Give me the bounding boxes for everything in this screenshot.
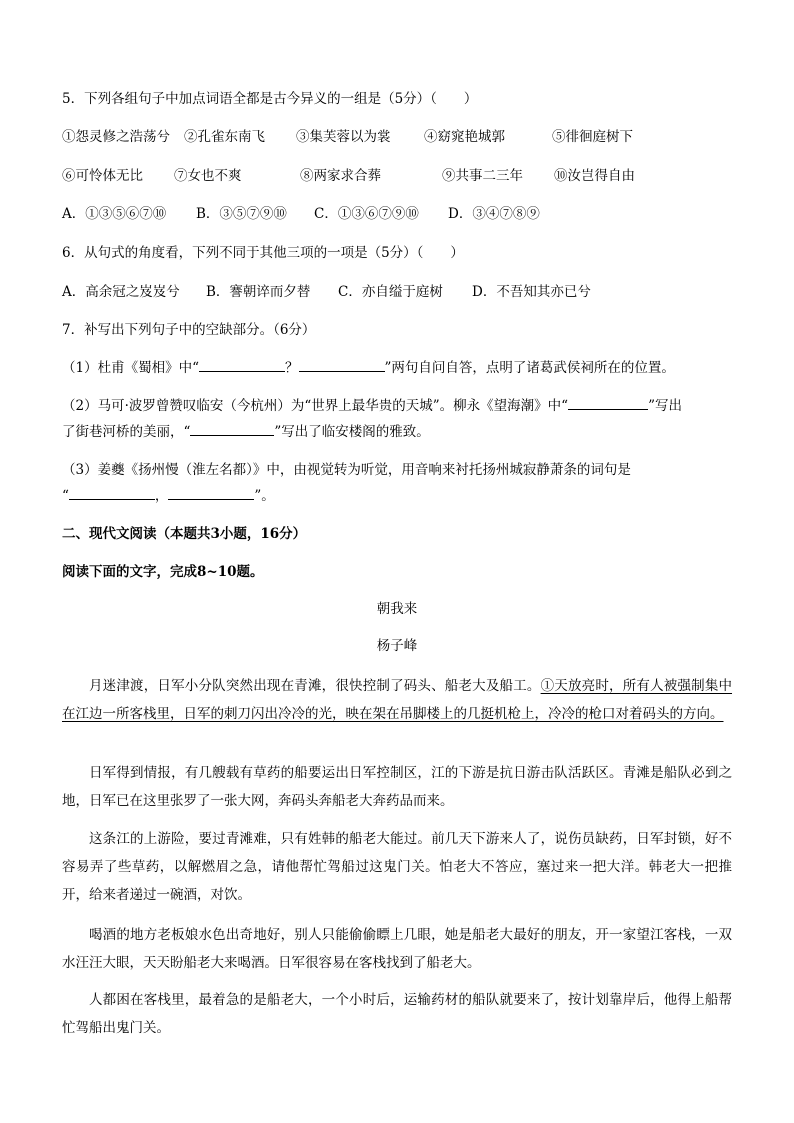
q6-choice-b: B．謇朝谇而夕替 bbox=[206, 284, 311, 300]
article-title: 朝我来 bbox=[376, 601, 418, 617]
q5-option-1: ①怨灵修之浩荡兮 bbox=[62, 129, 170, 145]
q5-choices bbox=[62, 203, 540, 225]
q5-option-7: ⑦女也不爽 bbox=[174, 168, 242, 184]
q5-choice-b: B．③⑤⑦⑨⑩ bbox=[196, 206, 287, 222]
q5-option-9: ⑨共事二三年 bbox=[442, 168, 523, 184]
q7-item2-suffix: ”写出了临安楼阁的雅致。 bbox=[274, 424, 430, 440]
q7-item3-comma: ， bbox=[154, 488, 169, 504]
article-paragraph-3: 这条江的上游险，要过青滩难，只有姓韩的船老大能过。前几天下游来人了，说伤员缺药，日军封锁，好不容易弄了些草药，以解燃眉之急，请他帮忙驾船过这鬼门关。怕老大不答应，塞过来一把大洋。韩老大一把推开，给来者递过一碗酒，对饮。 bbox=[62, 831, 732, 903]
q5-choice-d: D．③④⑦⑧⑨ bbox=[448, 206, 540, 222]
q7-stem: 7．补写出下列句子中的空缺部分。（6分） bbox=[62, 322, 316, 338]
q5-option-3: ③集芙蓉以为裳 bbox=[296, 129, 391, 145]
q7-item1-prefix: （1）杜甫《蜀相》中“ bbox=[62, 360, 199, 376]
q7-item3-line1: （3）姜夔《扬州慢（淮左名都）》中，由视觉转为听觉，用音响来衬托扬州城寂静萧条的词句是 bbox=[62, 462, 631, 478]
q5-options-row1 bbox=[62, 126, 633, 148]
article-paragraph-1 bbox=[62, 672, 732, 728]
q7-item3-line2 bbox=[62, 485, 275, 507]
q5-choice-c: C．①③⑥⑦⑨⑩ bbox=[314, 206, 419, 222]
q6-choice-d: D．不吾知其亦已兮 bbox=[472, 284, 591, 300]
q7-item2-cont: 了街巷河桥的美丽，“ bbox=[62, 424, 191, 440]
q7-blank-4[interactable] bbox=[190, 421, 274, 436]
q7-blank-2[interactable] bbox=[299, 357, 385, 372]
q5-option-6: ⑥可怜体无比 bbox=[62, 168, 143, 184]
q7-item3-close: ”。 bbox=[254, 488, 275, 504]
article-paragraph-5: 人都困在客栈里，最着急的是船老大，一个小时后，运输药材的船队就要来了，按计划靠岸后，他得上船帮忙驾船出鬼门关。 bbox=[62, 992, 732, 1036]
q5-options-row2 bbox=[62, 165, 635, 187]
q7-item1-question-mark: ？ bbox=[285, 360, 299, 376]
q7-item2-mid: ”写出 bbox=[648, 398, 682, 414]
q7-item1 bbox=[62, 357, 675, 379]
q6-stem: 6．从句式的角度看，下列不同于其他三项的一项是（5分）（ ） bbox=[62, 245, 464, 261]
q7-item2-line1 bbox=[62, 395, 682, 417]
q7-item2-line2 bbox=[62, 421, 430, 443]
section2-heading: 二、现代文阅读（本题共3小题，16分） bbox=[62, 526, 307, 542]
q6-choice-a: A．高余冠之岌岌兮 bbox=[62, 284, 180, 300]
q7-blank-5[interactable] bbox=[69, 485, 155, 500]
paragraph-1-text: 月迷津渡，日军小分队突然出现在青滩，很快控制了码头、船老大及船工。 bbox=[89, 678, 541, 694]
q5-choice-a: A．①③⑤⑥⑦⑩ bbox=[62, 206, 167, 222]
q5-option-8: ⑧两家求合葬 bbox=[300, 168, 381, 184]
q5-option-4: ④窈窕艳城郭 bbox=[424, 129, 505, 145]
q7-blank-6[interactable] bbox=[168, 485, 254, 500]
q5-option-10: ⑩汝岂得自由 bbox=[554, 168, 635, 184]
section2-instruction: 阅读下面的文字，完成8~10题。 bbox=[62, 564, 264, 580]
q7-blank-3[interactable] bbox=[568, 395, 648, 410]
q5-option-2: ②孔雀东南飞 bbox=[184, 129, 265, 145]
q7-item3-open-quote: “ bbox=[62, 488, 69, 504]
article-paragraph-2: 日军得到情报，有几艘载有草药的船要运出日军控制区，江的下游是抗日游击队活跃区。青滩是船队必到之地，日军已在这里张罗了一张大网，奔码头奔船老大奔药品而来。 bbox=[62, 765, 732, 809]
q7-item2-prefix: （2）马可·波罗曾赞叹临安（今杭州）为“世界上最华贵的天城”。柳永《望海潮》中“ bbox=[62, 398, 569, 414]
article-author: 杨子峰 bbox=[376, 638, 418, 654]
q6-choice-c: C．亦自缢于庭树 bbox=[338, 284, 443, 300]
q7-item1-suffix: ”两句自问自答，点明了诸葛武侯祠所在的位置。 bbox=[384, 360, 675, 376]
q7-blank-1[interactable] bbox=[199, 357, 285, 372]
q6-choices bbox=[62, 281, 591, 303]
q5-option-5: ⑤徘徊庭树下 bbox=[552, 129, 633, 145]
paragraph-1-underlined-sentence: ①天放亮时，所有人被强制集中在江边一所客栈里，日军的刺刀闪出冷冷的光，映在架在吊脚楼上的几挺机枪上，冷冷的枪口对着码头的方向。 bbox=[62, 678, 733, 722]
q5-stem: 5．下列各组句子中加点词语全都是古今异义的一组是（5分）（ ） bbox=[62, 91, 478, 107]
article-paragraph-4: 喝酒的地方老板娘水色出奇地好，别人只能偷偷瞟上几眼，她是船老大最好的朋友，开一家望江客栈，一双水汪汪大眼，天天盼船老大来喝酒。日军很容易在客栈找到了船老大。 bbox=[62, 927, 732, 971]
